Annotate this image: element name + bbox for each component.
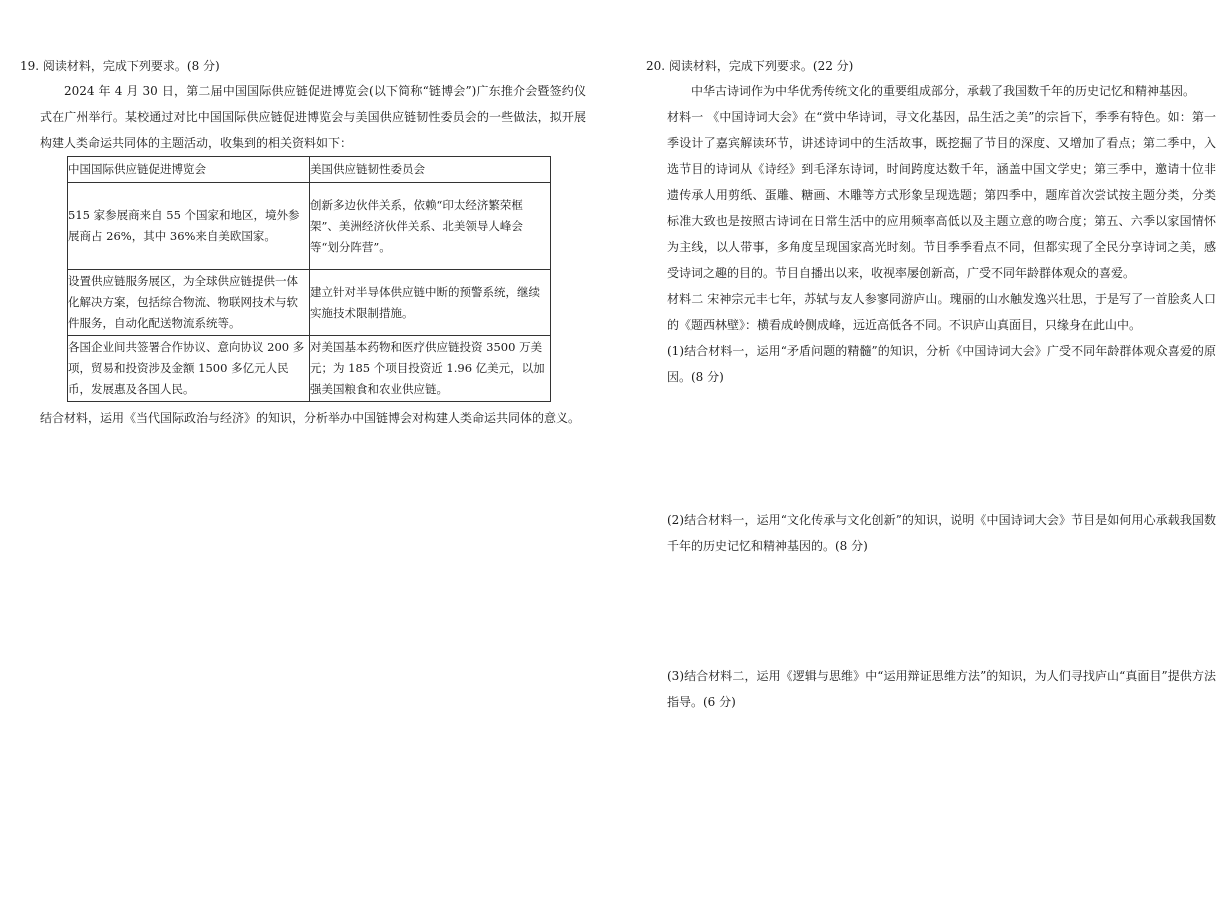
question-19-intro: 2024 年 4 月 30 日，第二届中国国际供应链促进博览会(以下简称“链博会”)广东推介会暨签约仪式在广州举行。某校通过对比中国国际供应链促进博览会与美国供应链韧性委员会的一些做法，拟开展构建人类命运共同体的主题活动，收集到的相关资料如下： bbox=[40, 84, 586, 150]
table-cell: 对美国基本药物和医疗供应链投资 3500 万美元；为 185 个项目投资近 1.96 亿美元，以加强美国粮食和农业供应链。 bbox=[310, 336, 551, 402]
table-cell: 创新多边伙伴关系，依赖“印太经济繁荣框架”、美洲经济伙伴关系、北美领导人峰会等“划分阵营”。 bbox=[310, 183, 551, 270]
table-row bbox=[68, 183, 551, 270]
comparison-table bbox=[67, 156, 551, 402]
table-cell: 建立针对半导体供应链中断的预警系统，继续实施技术限制措施。 bbox=[310, 270, 551, 336]
table-row bbox=[68, 336, 551, 402]
question-19-title: 19. 阅读材料，完成下列要求。(8 分) bbox=[20, 59, 220, 73]
table-header-cell: 中国国际供应链促进博览会 bbox=[68, 157, 310, 183]
sub-question-2: (2)结合材料一，运用“文化传承与文化创新”的知识，说明《中国诗词大会》节目是如何用心承载我国数千年的历史记忆和精神基因的。(8 分) bbox=[667, 513, 1216, 553]
table-row bbox=[68, 270, 551, 336]
table-cell: 设置供应链服务展区，为全球供应链提供一体化解决方案，包括综合物流、物联网技术与软件服务，自动化配送物流系统等。 bbox=[68, 270, 310, 336]
material-one: 材料一 《中国诗词大会》在“赏中华诗词，寻文化基因，品生活之美”的宗旨下，季季有特色。如：第一季设计了嘉宾解读环节，讲述诗词中的生活故事，既挖掘了节目的深度、又增加了看点；第二季中，入选节目的诗词从《诗经》到毛泽东诗词，时间跨度达数千年，涵盖中国文学史；第三季中，邀请十位非遗传承人用剪纸、蛋雕、糖画、木雕等方式形象呈现选题；第四季中，题库首次尝试按主题分类，分类标准大致也是按照古诗词在日常生活中的应用频率高低以及主题立意的吻合度；第五、六季以家国情怀为主线，以人带事，多角度呈现国家高光时刻。节目季季看点不同，但都实现了全民分享诗词之美，感受诗词之趣的目的。节目自播出以来，收视率屡创新高，广受不同年龄群体观众的喜爱。 bbox=[667, 110, 1216, 280]
sub-question-1: (1)结合材料一，运用“矛盾问题的精髓”的知识，分析《中国诗词大会》广受不同年龄群体观众喜爱的原因。(8 分) bbox=[667, 344, 1216, 384]
material-two: 材料二 宋神宗元丰七年，苏轼与友人参寥同游庐山。瑰丽的山水触发逸兴壮思，于是写了一首脍炙人口的《题西林壁》：横看成岭侧成峰，远近高低各不同。不识庐山真面目，只缘身在此山中。 bbox=[667, 292, 1216, 332]
table-cell: 各国企业间共签署合作协议、意向协议 200 多项，贸易和投资涉及金额 1500 多亿元人民币，发展惠及各国人民。 bbox=[68, 336, 310, 402]
answer-space bbox=[646, 559, 1216, 663]
sub-question-3: (3)结合材料二，运用《逻辑与思维》中“运用辩证思维方法”的知识，为人们寻找庐山“真面目”提供方法指导。(6 分) bbox=[667, 669, 1216, 709]
question-19-task: 结合材料，运用《当代国际政治与经济》的知识，分析举办中国链博会对构建人类命运共同体的意义。 bbox=[40, 411, 581, 425]
question-20-title: 20. 阅读材料，完成下列要求。(22 分) bbox=[646, 59, 854, 73]
question-20-intro: 中华古诗词作为中华优秀传统文化的重要组成部分，承载了我国数千年的历史记忆和精神基因。 bbox=[691, 84, 1196, 98]
answer-space bbox=[646, 390, 1216, 507]
table-cell: 515 家参展商来自 55 个国家和地区，境外参展商占 26%，其中 36%来自美欧国家。 bbox=[68, 183, 310, 270]
table-header-cell: 美国供应链韧性委员会 bbox=[310, 157, 551, 183]
question-19 bbox=[20, 54, 586, 430]
table-header-row bbox=[68, 157, 551, 183]
question-20 bbox=[646, 54, 1216, 715]
